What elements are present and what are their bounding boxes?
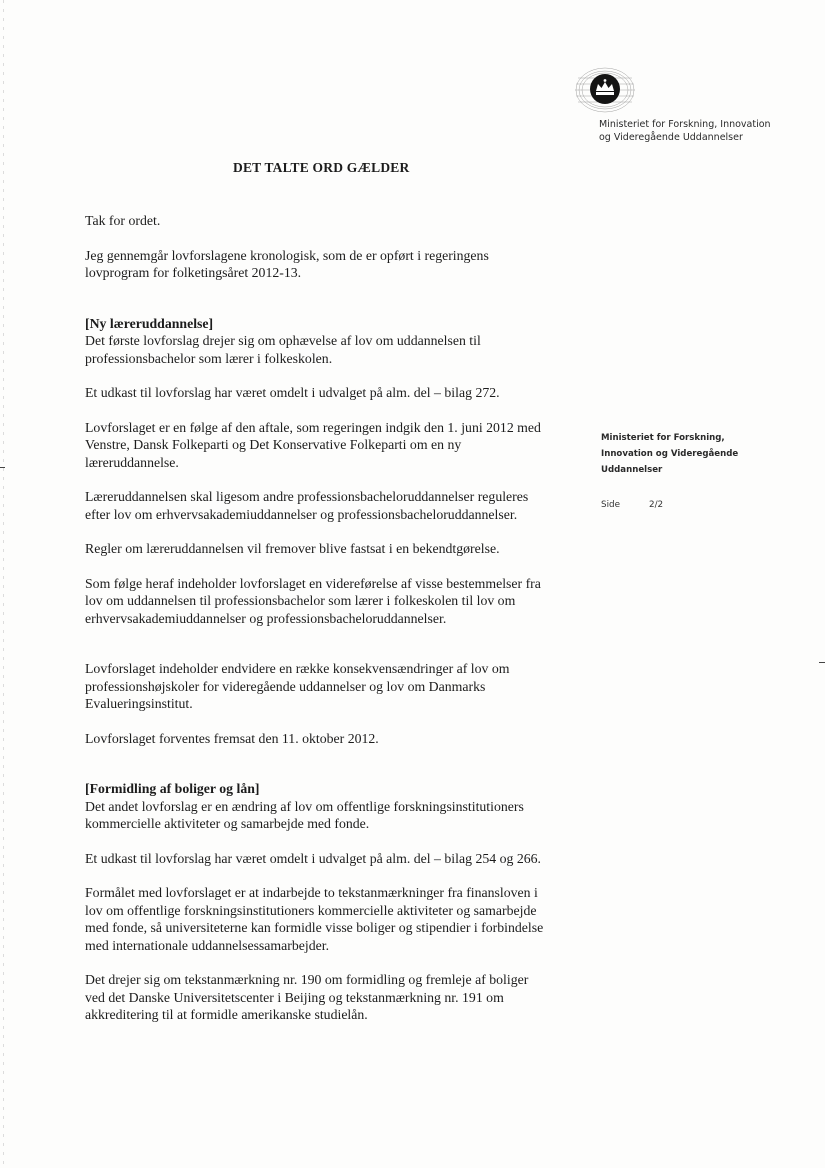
paragraph	[85, 419, 575, 472]
text-line: Det andet lovforslag er en ændring af lov om offentlige forskningsinstitutioners	[85, 798, 524, 814]
page-number-value: 2/2	[649, 500, 664, 510]
text-line: Lovforslaget forventes fremsat den 11. oktober 2012.	[85, 730, 379, 746]
text-line: kommercielle aktiviteter og samarbejde med fonde.	[85, 816, 370, 831]
text-line: Et udkast til lovforslag har været omdelt i udvalget på alm. del – bilag 272.	[85, 385, 500, 400]
document-body	[85, 212, 575, 1024]
text-line: med internationale uddannelsessamarbejder.	[85, 937, 330, 953]
section-heading: [Ny læreruddannelse]	[85, 315, 214, 331]
paragraph	[85, 384, 575, 402]
text-line: Læreruddannelsen skal ligesom andre professionsbacheloruddannelser reguleres	[85, 489, 529, 504]
sidebar-ministry	[601, 430, 738, 478]
ministry-name-line1: Ministeriet for Forskning, Innovation	[599, 119, 771, 130]
text-line: Evalueringsinstitut.	[85, 696, 193, 711]
paragraph	[85, 575, 575, 628]
text-line: lovprogram for folketingsåret 2012-13.	[85, 265, 302, 280]
scan-edge	[3, 0, 4, 1168]
text-line: akkreditering til at formidle amerikanske studielån.	[85, 1007, 368, 1022]
paragraph	[85, 798, 575, 833]
text-line: Det første lovforslag drejer sig om ophævelse af lov om uddannelsen til	[85, 333, 481, 348]
ministry-crown-logo-icon	[572, 64, 636, 116]
paragraph	[85, 850, 575, 868]
text-line: erhvervsakademiuddannelser og professionsbacheloruddannelser.	[85, 610, 447, 626]
text-line: Venstre, Dansk Folkeparti og Det Konservative Folkeparti om en ny	[85, 437, 462, 452]
paragraph	[85, 332, 575, 367]
ministry-name	[599, 118, 771, 144]
paragraph	[85, 540, 575, 558]
text-line: Det drejer sig om tekstanmærkning nr. 190 om formidling og fremleje af boliger	[85, 972, 529, 987]
text-line: med fonde, så universiteterne kan formidle visse boliger og stipendier i forbindelse	[85, 920, 544, 935]
document-title: DET TALTE ORD GÆLDER	[233, 160, 410, 175]
paragraph	[85, 488, 575, 523]
text-line: Som følge heraf indeholder lovforslaget en videreførelse af visse bestemmelser fra	[85, 575, 541, 591]
text-line: lov om uddannelsen til professionsbachelor som lærer i folkeskolen til lov om	[85, 593, 516, 608]
sidebar-line3: Uddannelser	[601, 465, 663, 475]
fold-mark-right	[819, 662, 825, 663]
paragraph	[85, 212, 575, 230]
text-line: professionshøjskoler for videregående uddannelser og lov om Danmarks	[85, 678, 486, 694]
text-line: Et udkast til lovforslag har været omdelt i udvalget på alm. del – bilag 254 og 266.	[85, 850, 541, 866]
text-line: læreruddannelse.	[85, 454, 179, 470]
text-line: lov om offentlige forskningsinstitutioners kommercielle aktiviteter og samarbejde	[85, 902, 537, 918]
section-heading: [Formidling af boliger og lån]	[85, 781, 260, 796]
text-line: Formålet med lovforslaget er at indarbejde to tekstanmærkninger fra finansloven i	[85, 885, 538, 900]
paragraph	[85, 247, 575, 282]
paragraph	[85, 660, 575, 713]
paragraph	[85, 971, 575, 1024]
fold-mark-left	[0, 467, 5, 468]
page-number	[601, 500, 663, 510]
text-line: efter lov om erhvervsakademiuddannelser og professionsbacheloruddannelser.	[85, 506, 518, 522]
text-line: Jeg gennemgår lovforslagene kronologisk, som de er opført i regeringens	[85, 247, 489, 263]
sidebar-line1: Ministeriet for Forskning,	[601, 433, 725, 443]
paragraph	[85, 730, 575, 748]
paragraph	[85, 884, 575, 954]
text-line: Regler om læreruddannelsen vil fremover blive fastsat i en bekendtgørelse.	[85, 541, 500, 556]
text-line: Lovforslaget er en følge af den aftale, som regeringen indgik den 1. juni 2012 med	[85, 419, 541, 435]
text-line: ved det Danske Universitetscenter i Beijing og tekstanmærkning nr. 191 om	[85, 989, 504, 1005]
sidebar-line2: Innovation og Videregående	[601, 449, 739, 459]
text-line: professionsbachelor som lærer i folkeskolen.	[85, 350, 333, 366]
page-number-label: Side	[601, 500, 621, 510]
text-line: Lovforslaget indeholder endvidere en række konsekvensændringer af lov om	[85, 661, 510, 676]
ministry-name-line2: og Videregående Uddannelser	[599, 132, 743, 143]
text-line: Tak for ordet.	[85, 213, 161, 228]
